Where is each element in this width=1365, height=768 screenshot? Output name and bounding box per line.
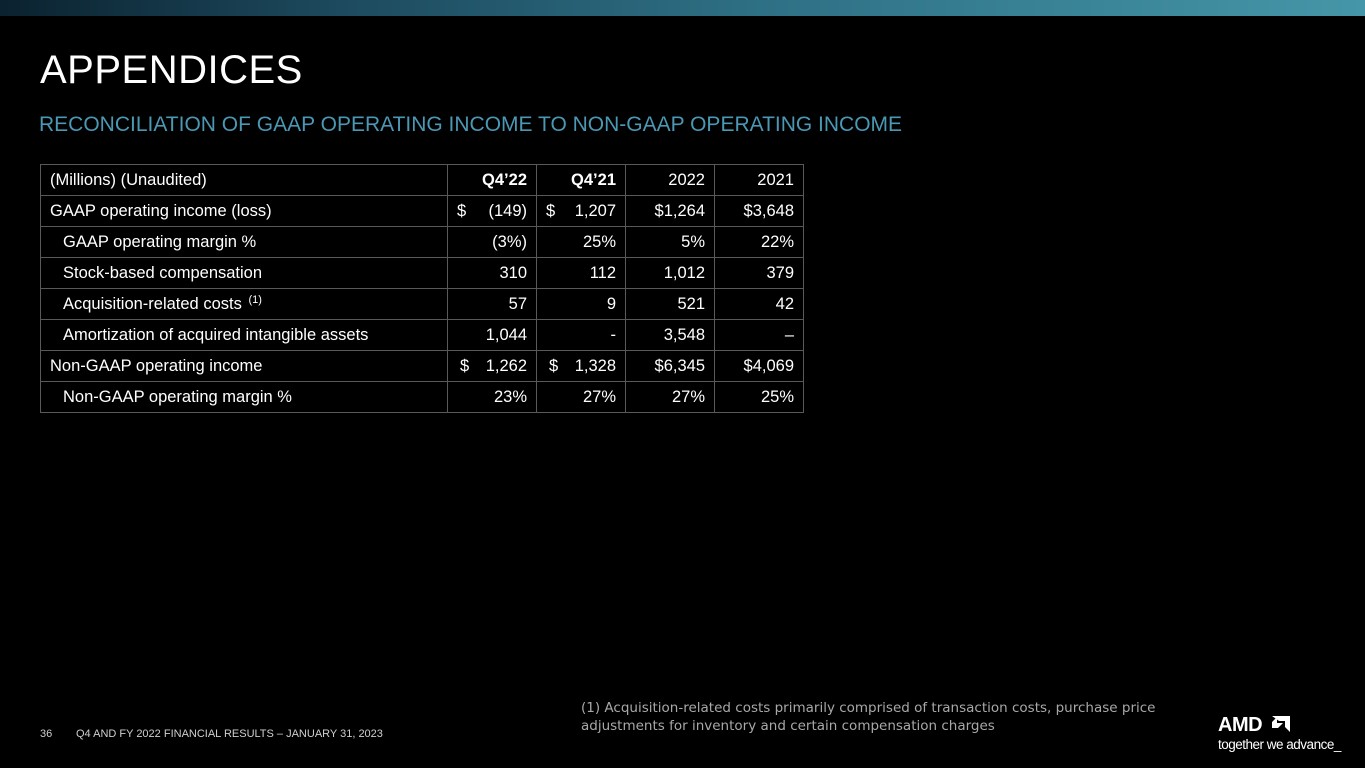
cell-q4-22	[448, 351, 537, 382]
cell-value: 1,207	[574, 201, 616, 220]
amd-arrow-icon	[1272, 716, 1290, 732]
table-row	[41, 289, 804, 320]
row-label-cell	[41, 289, 448, 320]
row-label: GAAP operating margin %	[41, 227, 448, 258]
currency-symbol: $	[546, 201, 556, 220]
column-header-q4-22: Q4’22	[448, 165, 537, 196]
table-row	[41, 320, 804, 351]
cell-2022: 1,012	[626, 258, 715, 289]
cell-2021: 379	[715, 258, 804, 289]
table-header-row	[41, 165, 804, 196]
cell-q4-22: 57	[448, 289, 537, 320]
currency-symbol: $	[549, 356, 559, 375]
cell-q4-21: 9	[537, 289, 626, 320]
cell-2022: 5%	[626, 227, 715, 258]
row-label: GAAP operating income (loss)	[41, 196, 448, 227]
cell-q4-22	[448, 196, 537, 227]
column-header-q4-21: Q4’21	[537, 165, 626, 196]
cell-value: 1,262	[485, 356, 527, 375]
table-row	[41, 227, 804, 258]
footer-text: Q4 AND FY 2022 FINANCIAL RESULTS – JANUARY 31, 2023	[76, 728, 383, 740]
currency-symbol: $	[457, 201, 467, 220]
row-label: Acquisition-related costs	[63, 295, 242, 313]
page-number: 36	[40, 728, 53, 740]
cell-2021: $4,069	[715, 351, 804, 382]
cell-q4-21: 112	[537, 258, 626, 289]
footnote-line-2: adjustments for inventory and certain compensation charges	[581, 718, 995, 734]
cell-q4-22: 1,044	[448, 320, 537, 351]
cell-q4-21	[537, 196, 626, 227]
currency-symbol: $	[460, 356, 470, 375]
cell-q4-22: 23%	[448, 382, 537, 413]
row-label: Non-GAAP operating margin %	[41, 382, 448, 413]
cell-value: 1,328	[574, 356, 616, 375]
column-header-2022: 2022	[626, 165, 715, 196]
footnote-line-1: (1) Acquisition-related costs primarily comprised of transaction costs, purchase price	[581, 700, 1156, 716]
cell-2021: $3,648	[715, 196, 804, 227]
table-row	[41, 351, 804, 382]
cell-2022: 521	[626, 289, 715, 320]
amd-logo	[1218, 714, 1341, 756]
cell-2022: 3,548	[626, 320, 715, 351]
cell-2021: –	[715, 320, 804, 351]
cell-2021: 22%	[715, 227, 804, 258]
page-title: APPENDICES	[40, 48, 303, 92]
cell-2022: $1,264	[626, 196, 715, 227]
top-gradient-bar	[0, 0, 1365, 16]
cell-q4-22: (3%)	[448, 227, 537, 258]
cell-q4-21: 25%	[537, 227, 626, 258]
footnote	[581, 699, 1181, 735]
reconciliation-table	[40, 164, 804, 413]
page-subtitle: RECONCILIATION OF GAAP OPERATING INCOME TO NON-GAAP OPERATING INCOME	[39, 113, 903, 136]
row-label: Amortization of acquired intangible assets	[41, 320, 448, 351]
logo-tagline: together we advance_	[1218, 737, 1341, 752]
column-header-2021: 2021	[715, 165, 804, 196]
cell-2022: $6,345	[626, 351, 715, 382]
cell-q4-21	[537, 351, 626, 382]
footnote-marker: (1)	[248, 294, 262, 306]
table-row	[41, 196, 804, 227]
cell-q4-21: -	[537, 320, 626, 351]
row-label: Non-GAAP operating income	[41, 351, 448, 382]
cell-value: (149)	[488, 201, 527, 220]
cell-2021: 42	[715, 289, 804, 320]
table-row	[41, 382, 804, 413]
row-label: Stock-based compensation	[41, 258, 448, 289]
cell-q4-21: 27%	[537, 382, 626, 413]
cell-2021: 25%	[715, 382, 804, 413]
table-row	[41, 258, 804, 289]
cell-2022: 27%	[626, 382, 715, 413]
logo-wordmark: AMD	[1218, 714, 1263, 736]
column-header-label: (Millions) (Unaudited)	[41, 165, 448, 196]
cell-q4-22: 310	[448, 258, 537, 289]
